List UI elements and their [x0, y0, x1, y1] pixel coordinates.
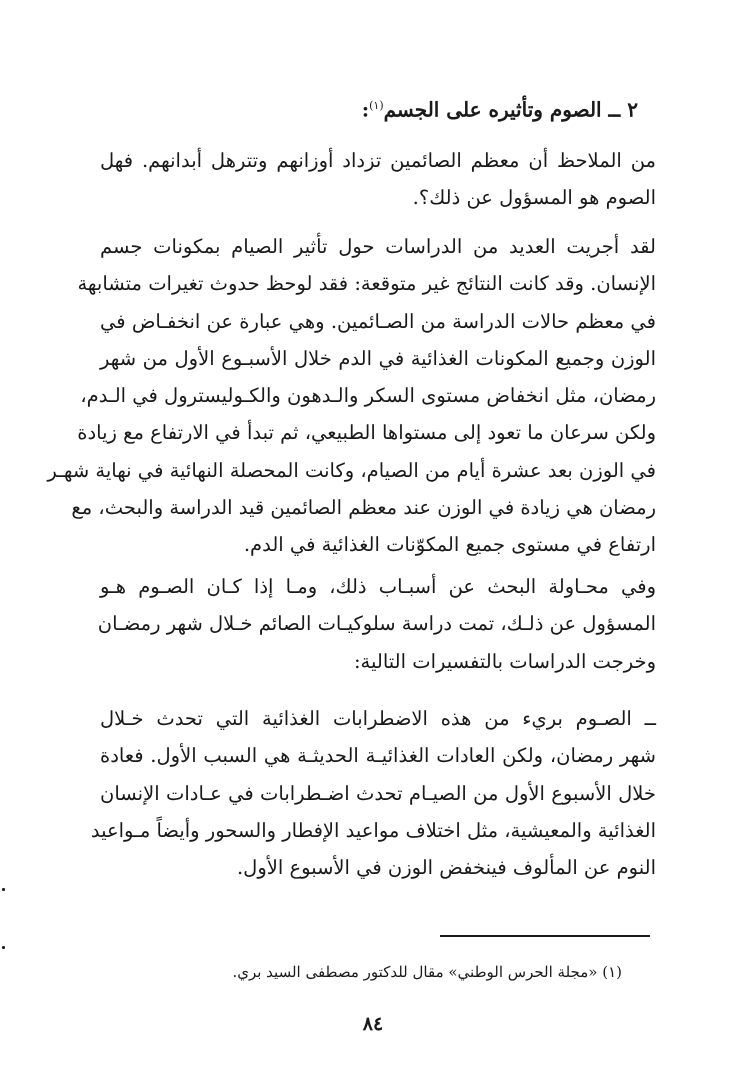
paragraph-line: الغذائية والمعيشية، مثل اختلاف مواعيد الإفطار والسحور وأيضاً مـواعيد — [90, 818, 656, 842]
paragraph-line: شهر رمضان، ولكن العادات الغذائيـة الحديثـة هي السبب الأول. فعادة — [100, 744, 656, 768]
heading-colon: : — [361, 97, 370, 122]
heading-footnote-ref[interactable]: (١) — [369, 99, 384, 112]
paragraph-line: في معظم حالات الدراسة من الصـائمين. وهي عبارة عن انخفـاض في — [100, 309, 656, 333]
paragraph-line: وخرجت الدراسات بالتفسيرات التالية: — [353, 649, 656, 673]
paragraph-line: خلال الأسبوع الأول من الصيـام تحدث اضـطرابات في عـادات الإنسان — [100, 781, 656, 805]
scan-speck — [2, 888, 5, 891]
scan-speck — [2, 946, 5, 949]
paragraph-3 — [97, 568, 656, 680]
paragraph-line: ولكن سرعان ما تعود إلى مستواها الطبيعي، ثم تبدأ في الارتفاع مع زيادة — [77, 421, 656, 445]
paragraph-4 — [90, 700, 656, 886]
paragraph-line: الوزن وجميع المكونات الغذائية في الدم خلال الأسبـوع الأول من شهر — [100, 346, 656, 370]
heading-text: ٢ ــ الصوم وتأثيره على الجسم — [383, 97, 638, 122]
paragraph-line: رمضان هي زيادة في الوزن عند معظم الصائمين قيد الدراسة والبحث، مع — [71, 496, 656, 520]
footnote-divider — [440, 935, 650, 937]
page-number: ٨٤ — [362, 1013, 384, 1035]
paragraph-line: المسؤول عن ذلـك، تمت دراسة سلوكيـات الصائم خـلال شهر رمضـان — [97, 612, 656, 636]
section-heading — [362, 88, 638, 128]
paragraph-line: رمضان، مثل انخفاض مستوى السكر والـدهون والكـوليسترول في الـدم، — [80, 384, 656, 408]
footnote: (١) «مجلة الحرس الوطني» مقال للدكتور مصطفى السيد بري. — [232, 963, 622, 981]
paragraph-line: وفي محـاولة البحث عن أسبـاب ذلك، ومـا إذا كـان الصـوم هـو — [100, 575, 656, 598]
paragraph-line: ارتفاع في مستوى جميع المكوّنات الغذائية في الدم. — [243, 533, 656, 557]
paragraph-line: الإنسان. وقد كانت النتائج غير متوقعة: فقد لوحظ حدوث تغيرات متشابهة — [77, 272, 656, 296]
paragraph-line: من الملاحظ أن معظم الصائمين تزداد أوزانهم وتترهل أبدانهم. فهل — [100, 149, 656, 172]
paragraph-line: ــ الصـوم بريء من هذه الاضطرابات الغذائية التي تحدث خـلال — [100, 707, 656, 730]
paragraph-line: النوم عن المألوف فينخفض الوزن في الأسبوع الأول. — [236, 856, 656, 880]
paragraph-line: في الوزن بعد عشرة أيام من الصيام، وكانت المحصلة النهائية في نهاية شهـر — [47, 458, 656, 482]
paragraph-line: الصوم هو المسؤول عن ذلك؟. — [412, 186, 656, 210]
paragraph-2 — [47, 228, 656, 564]
paragraph-1 — [100, 142, 656, 217]
paragraph-line: لقد أجريت العديد من الدراسات حول تأثير الصيام بمكونات جسم — [100, 235, 656, 258]
